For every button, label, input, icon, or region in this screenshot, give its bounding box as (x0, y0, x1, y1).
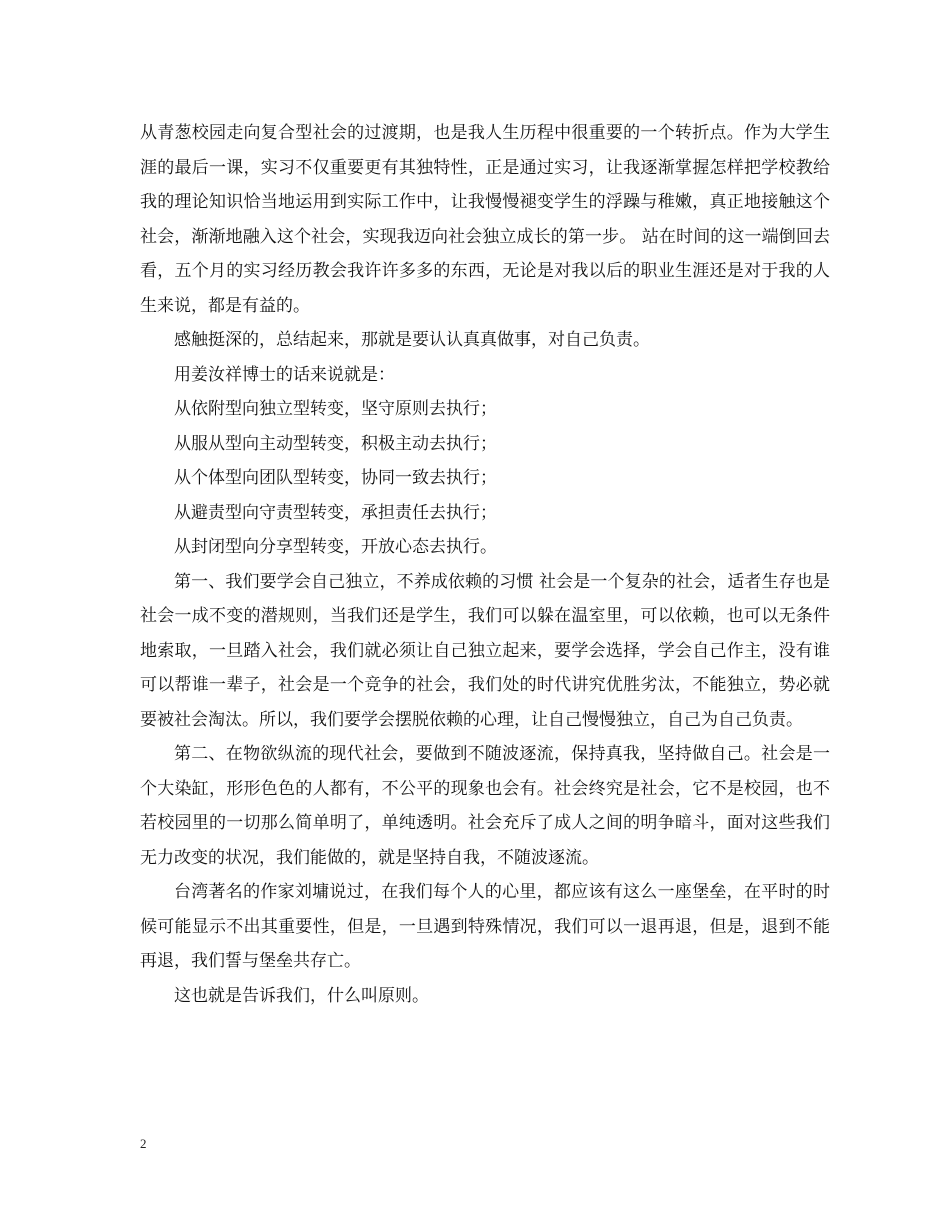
paragraph-first-point: 第一、我们要学会自己独立，不养成依赖的习惯 社会是一个复杂的社会，适者生存也是社会一成不变的潜规则，当我们还是学生，我们可以躲在温室里，可以依赖，也可以无条件地索取，一旦踏入社会，我们就必须让自己独立起来，要学会选择，学会自己作主，没有谁可以帮谁一辈子，社会是一个竞争的社会，我们处的时代讲究优胜劣汰，不能独立，势必就要被社会淘汰。所以，我们要学会摆脱依赖的心理，让自己慢慢独立，自己为自己负责。 (140, 571, 830, 730)
list-line-3: 从个体型向团队型转变，协同一致去执行； (174, 468, 497, 488)
paragraph-2: 感触挺深的，总结起来，那就是要认认真真做事，对自己负责。 (174, 330, 650, 350)
list-line-4: 从避责型向守责型转变，承担责任去执行； (174, 502, 497, 523)
list-line-5: 从封闭型向分享型转变，开放心态去执行。 (174, 537, 497, 557)
list-line-1: 从依附型向独立型转变，坚守原则去执行； (174, 399, 497, 419)
paragraph-liu-yong-quote: 台湾著名的作家刘墉说过，在我们每个人的心里，都应该有这么一座堡垒，在平时的时候可能显示不出其重要性，但是，一旦遇到特殊情况，我们可以一退再退，但是，退到不能再退，我们誓与堡垒共存亡。 (140, 882, 830, 971)
paragraph-3: 用姜汝祥博士的话来说就是： (174, 364, 395, 385)
document-body (140, 116, 830, 1013)
list-line-2: 从服从型向主动型转变，积极主动去执行； (174, 433, 497, 454)
paragraph-second-point: 第二、在物欲纵流的现代社会，要做到不随波逐流，保持真我，坚持做自己。社会是一个大染缸，形形色色的人都有，不公平的现象也会有。社会终究是社会，它不是校园，也不若校园里的一切那么简单明了，单纯透明。社会充斥了成人之间的明争暗斗，面对这些我们无力改变的状况，我们能做的，就是坚持自我，不随波逐流。 (140, 744, 830, 868)
paragraph-principle: 这也就是告诉我们，什么叫原则。 (174, 985, 429, 1006)
paragraph-1: 从青葱校园走向复合型社会的过渡期，也是我人生历程中很重要的一个转折点。作为大学生涯的最后一课，实习不仅重要更有其独特性，正是通过实习，让我逐渐掌握怎样把学校教给我的理论知识恰当地运用到实际工作中，让我慢慢褪变学生的浮躁与稚嫩，真正地接触这个社会，渐渐地融入这个社会，实现我迈向社会独立成长的第一步。 站在时间的这一端倒回去看，五个月的实习经历教会我许许多多的东西，无论是对我以后的职业生涯还是对于我的人生来说，都是有益的。 (140, 123, 830, 316)
page-number: 2 (140, 1136, 147, 1151)
